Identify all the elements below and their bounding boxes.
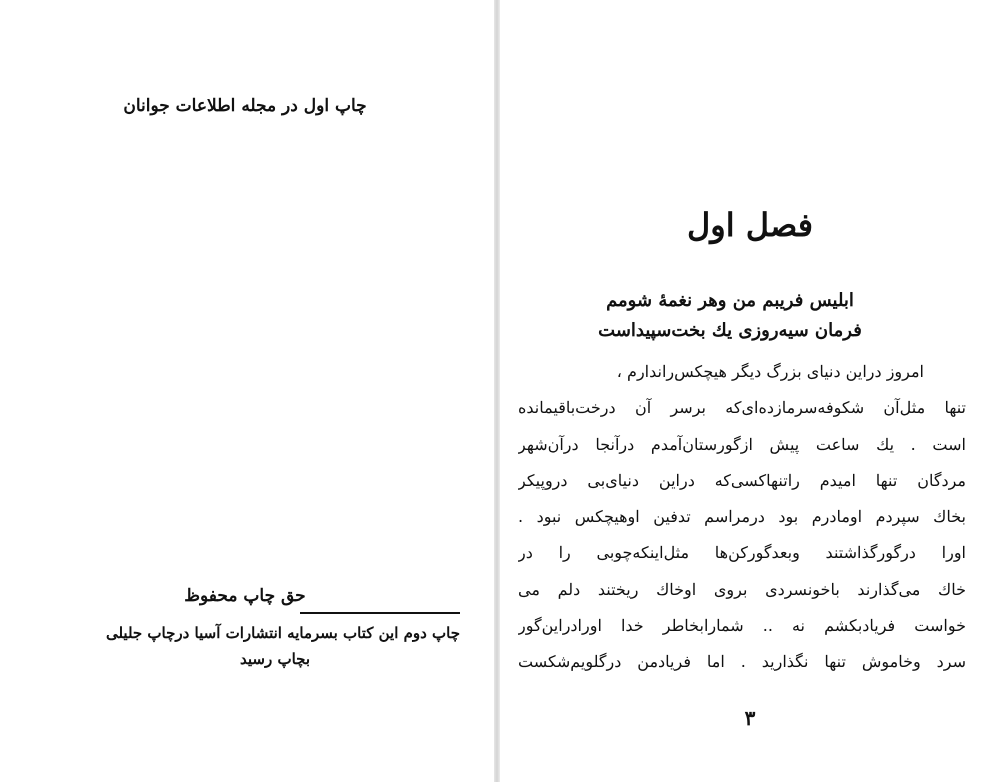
- page-number: ۳: [744, 706, 756, 730]
- first-edition-note: چاپ اول در مجله اطلاعات جوانان: [123, 96, 367, 116]
- body-line: اورا درگورگذاشتند وبعدگورکن‌ها مثل‌اینکه‌چوبی را در: [518, 543, 966, 563]
- copyright-line: بچاپ رسید: [240, 650, 310, 668]
- body-text: [518, 354, 966, 681]
- epigraph-line: ابلیس فریبم من وهر نغمهٔ شومم: [606, 290, 854, 311]
- body-line: است . یك ساعت پیش ازگورستان‌آمدم درآنجا درآن‌شهر: [518, 434, 966, 454]
- epigraph: [540, 286, 920, 346]
- body-line: بخاك سپردم اومادرم بود درمراسم تدفین اوهیچکس نبود .: [518, 507, 966, 527]
- copyright-block: [40, 586, 460, 672]
- chapter-title: فصل اول: [686, 206, 813, 244]
- body-line: امروز دراین دنیای بزرگ دیگر هیچکس‌را‌ندارم ،: [616, 362, 924, 381]
- body-line: خاك می‌گذارند باخونسردی بروی اوخاك ریختند دلم می‌: [518, 579, 966, 599]
- copyright-line: چاپ دوم این کتاب بسرمایه انتشارات آسیا درچاپ جلیلی: [105, 624, 460, 642]
- body-line: مردگان تنها امیدم راتنهاکسی‌که دراین دنیای‌بی درو‌پیکر: [518, 470, 966, 490]
- right-page: [500, 0, 988, 782]
- copyright-title: حق چاپ محفوظ: [184, 586, 306, 606]
- body-line: خواست فریادبکشم نه .. شمارابخاطر خدا اورادراین‌گور: [518, 616, 966, 636]
- copyright-underline: [300, 612, 460, 614]
- body-line: سرد وخاموش تنها نگذارید . اما فریادمن درگلویم‌شکست: [518, 652, 966, 672]
- body-line: تنها مثل‌آن شکوفه‌سرمازده‌ای‌که برسر آن درخت‌باقیمانده: [518, 398, 966, 418]
- epigraph-line: فرمان سیه‌روزی یك بخت‌سپیداست: [598, 320, 862, 341]
